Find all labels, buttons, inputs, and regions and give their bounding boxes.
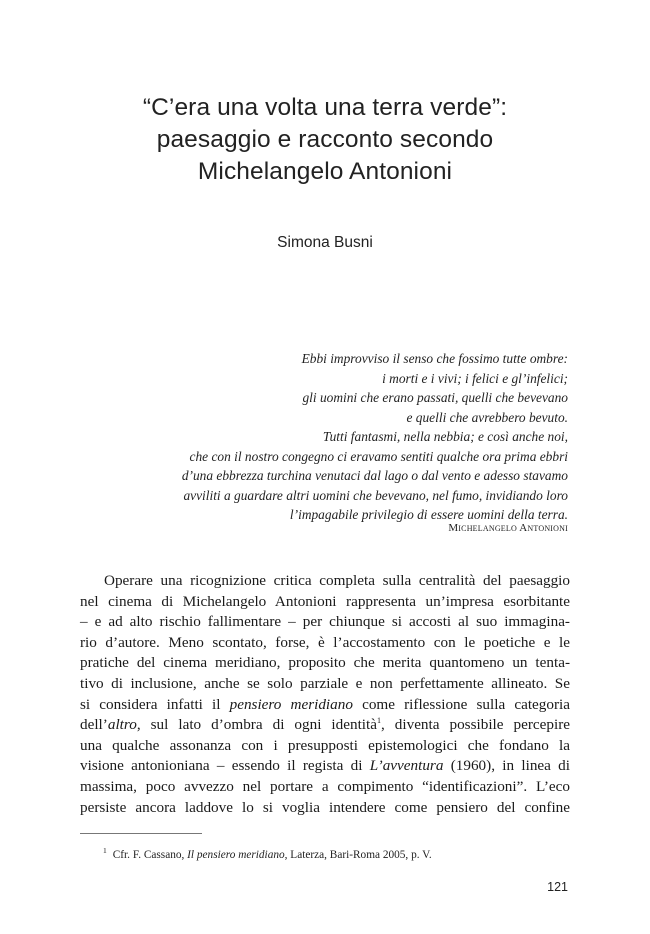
title-line-2: paesaggio e racconto secondo bbox=[156, 126, 494, 153]
footnote-text: Cfr. F. Cassano, bbox=[112, 848, 188, 861]
title-line-1: “C’era una volta una terra verde”: bbox=[142, 94, 508, 121]
footnote-marker[interactable]: 1 bbox=[376, 716, 381, 726]
body-line bbox=[80, 756, 570, 777]
author-name: Simona Busni bbox=[277, 234, 373, 251]
epigraph-line: l’impagabile privilegio di essere uomini della terra. bbox=[289, 507, 568, 522]
italic-term: altro bbox=[107, 716, 137, 734]
epigraph-line: d’una ebbrezza turchina venutaci dal lago o dal vento e adesso stavamo bbox=[181, 468, 568, 483]
page-number: 121 bbox=[547, 880, 568, 894]
body-line: tivo di inclusione, anche se solo parziale e non perfettamente allineato. Se bbox=[80, 674, 570, 692]
footnote-book-title: Il pensiero meridiano bbox=[187, 848, 285, 861]
epigraph-line: Ebbi improvviso il senso che fossimo tutte ombre: bbox=[301, 351, 568, 366]
body-line bbox=[80, 695, 570, 716]
epigraph-line: Tutti fantasmi, nella nebbia; e così anche noi, bbox=[322, 429, 568, 444]
body-text-span: si considera infatti il bbox=[80, 695, 230, 713]
body-line: pratiche del cinema meridiano, proposito che merita quantomeno un tenta- bbox=[80, 654, 570, 672]
body-line: persiste ancora laddove lo si voglia intendere come pensiero del confine bbox=[80, 798, 570, 816]
body-text-span: dell’ bbox=[80, 716, 108, 734]
body-line bbox=[80, 715, 570, 736]
body-text-span: , diventa possibile percepire bbox=[380, 716, 570, 734]
epigraph bbox=[98, 349, 568, 525]
footnote-number: 1 bbox=[103, 846, 107, 855]
footnote-divider bbox=[80, 833, 202, 834]
body-paragraph bbox=[80, 571, 570, 818]
body-text-span: come riflessione sulla categoria bbox=[352, 695, 570, 713]
body-text-span: visione antonioniana – essendo il regista di bbox=[80, 757, 370, 775]
body-line: rio d’autore. Meno scontato, forse, è l’accostamento con le poetiche e le bbox=[80, 633, 570, 651]
italic-term: pensiero meridiano bbox=[229, 695, 353, 713]
epigraph-line: i morti e i vivi; i felici e gl’infelici; bbox=[382, 370, 568, 386]
title-line-3: Michelangelo Antonioni bbox=[197, 158, 453, 185]
body-line: una qualche assonanza con i presupposti epistemologici che fondano la bbox=[80, 736, 570, 754]
body-text-span: (1960), in linea di bbox=[443, 757, 570, 775]
body-line: Operare una ricognizione critica completa sulla centralità del paesaggio bbox=[104, 572, 570, 589]
body-text-span: , sul lato d’ombra di ogni identità bbox=[136, 716, 377, 734]
body-line: massima, poco avvezzo nel portare a compimento “identificazioni”. L’eco bbox=[80, 777, 570, 795]
body-line: nel cinema di Michelangelo Antonioni rappresenta un’impresa esorbitante bbox=[80, 592, 570, 610]
epigraph-line: gli uomini che erano passati, quelli che bevevano bbox=[302, 390, 568, 405]
epigraph-line: che con il nostro congegno ci eravamo sentiti qualche ora prima ebbri bbox=[189, 448, 568, 464]
body-line: – e ad alto rischio fallimentare – per chiunque si accosti al suo immagina- bbox=[80, 613, 570, 631]
epigraph-line: avviliti a guardare altri uomini che bevevano, nel fumo, invidiando loro bbox=[183, 487, 568, 503]
footnote bbox=[103, 846, 432, 861]
film-title: L’avventura bbox=[369, 757, 444, 775]
chapter-title bbox=[60, 92, 590, 188]
epigraph-source: Michelangelo Antonioni bbox=[448, 522, 568, 534]
footnote-text: , Laterza, Bari-Roma 2005, p. V. bbox=[284, 848, 432, 861]
epigraph-line: e quelli che avrebbero bevuto. bbox=[406, 409, 568, 425]
